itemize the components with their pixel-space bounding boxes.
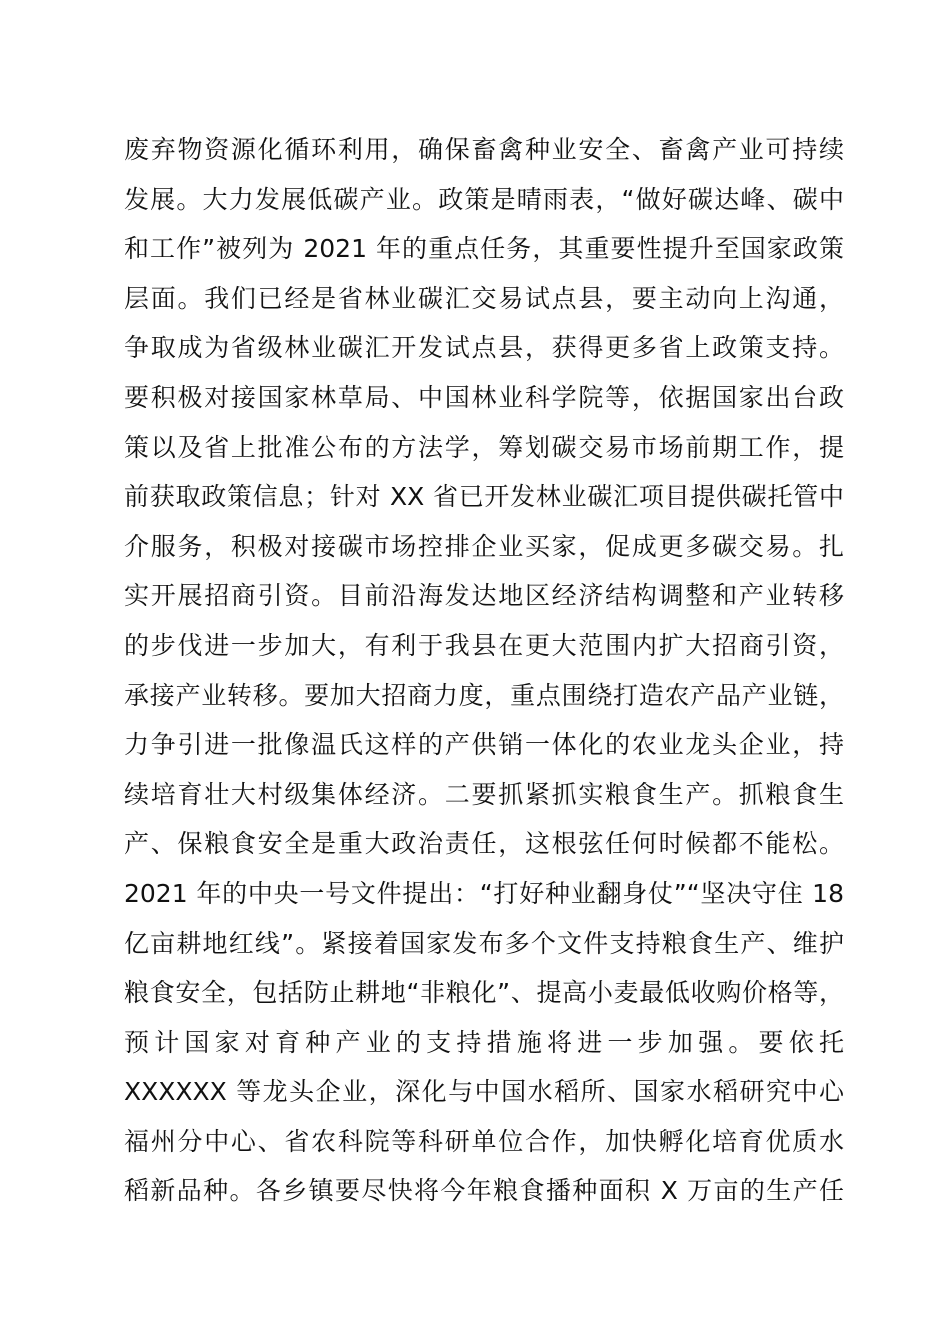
text-line-16: 2021 年的中央一号文件提出：“打好种业翻身仗”“坚决守住 18 bbox=[124, 878, 844, 908]
text-line-6: 要积极对接国家林草局、中国林业科学院等，依据国家出台政 bbox=[124, 382, 844, 412]
text-line-20: XXXXXX 等龙头企业，深化与中国水稻所、国家水稻研究中心 bbox=[124, 1077, 844, 1107]
text-line-17: 亿亩耕地红线”。紧接着国家发布多个文件支持粮食生产、维护 bbox=[124, 928, 844, 958]
text-line-5: 争取成为省级林业碳汇开发试点县，获得更多省上政策支持。 bbox=[124, 333, 844, 363]
text-line-7: 策以及省上批准公布的方法学，筹划碳交易市场前期工作，提 bbox=[124, 432, 844, 462]
text-line-19: 预计国家对育种产业的支持措施将进一步加强。要依托 bbox=[124, 1027, 844, 1057]
text-line-18: 粮食安全，包括防止耕地“非粮化”、提高小麦最低收购价格等， bbox=[124, 978, 844, 1008]
text-line-15: 产、保粮食安全是重大政治责任，这根弦任何时候都不能松。 bbox=[124, 829, 844, 859]
text-line-10: 实开展招商引资。目前沿海发达地区经济结构调整和产业转移 bbox=[124, 581, 844, 611]
text-line-9: 介服务，积极对接碳市场控排企业买家，促成更多碳交易。扎 bbox=[124, 531, 844, 561]
body-text bbox=[124, 125, 844, 1216]
text-line-14: 续培育壮大村级集体经济。二要抓紧抓实粮食生产。抓粮食生 bbox=[124, 779, 844, 809]
text-line-8: 前获取政策信息；针对 XX 省已开发林业碳汇项目提供碳托管中 bbox=[124, 482, 844, 512]
text-line-2: 发展。大力发展低碳产业。政策是晴雨表，“做好碳达峰、碳中 bbox=[124, 184, 844, 214]
text-line-4: 层面。我们已经是省林业碳汇交易试点县，要主动向上沟通， bbox=[124, 283, 844, 313]
text-line-3: 和工作”被列为 2021 年的重点任务，其重要性提升至国家政策 bbox=[124, 234, 844, 264]
text-line-22: 稻新品种。各乡镇要尽快将今年粮食播种面积 X 万亩的生产任 bbox=[124, 1176, 844, 1206]
text-line-21: 福州分中心、省农科院等科研单位合作，加快孵化培育优质水 bbox=[124, 1126, 844, 1156]
text-line-1: 废弃物资源化循环利用，确保畜禽种业安全、畜禽产业可持续 bbox=[124, 135, 844, 164]
text-line-13: 力争引进一批像温氏这样的产供销一体化的农业龙头企业，持 bbox=[124, 730, 844, 760]
text-line-11: 的步伐进一步加大，有利于我县在更大范围内扩大招商引资， bbox=[124, 630, 844, 660]
text-line-12: 承接产业转移。要加大招商力度，重点围绕打造农产品产业链， bbox=[124, 680, 844, 710]
